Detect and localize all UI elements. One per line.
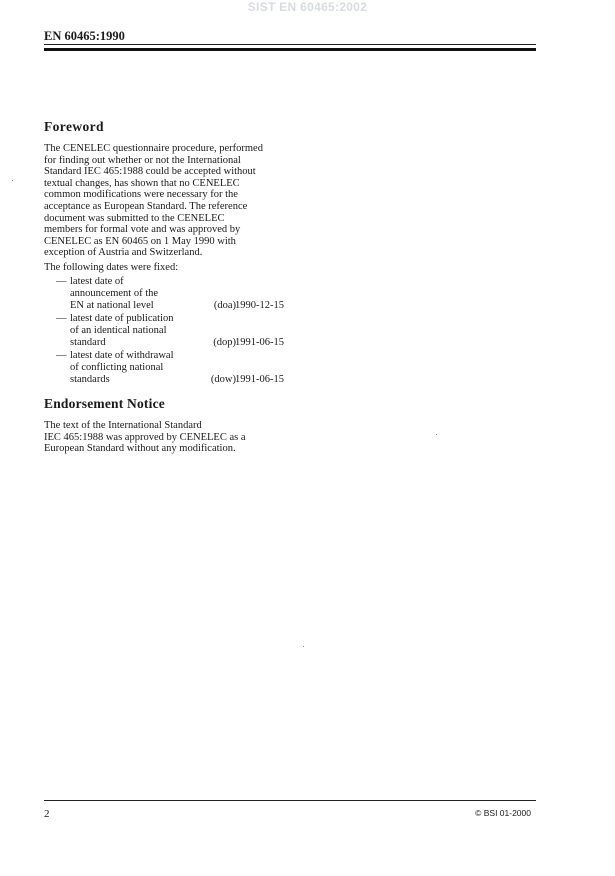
scan-speck [303,646,304,647]
endorsement-paragraph [44,420,246,455]
date-value: 1991-06-15 [235,374,284,385]
foreword-paragraph [44,143,263,259]
foreword-heading: Foreword [44,119,104,134]
text-line: The CENELEC questionnaire procedure, performed [44,143,263,154]
text-line: exception of Austria and Switzerland. [44,247,203,259]
text-line: European Standard without any modification. [44,443,236,455]
text-line: members for formal vote and was approved by [44,224,241,236]
footer-rule [44,800,536,801]
scan-speck [436,434,437,435]
date-label-line: announcement of the [70,288,159,299]
text-line: Standard IEC 465:1988 could be accepted without [44,166,256,178]
text-line: CENELEC as EN 60465 on 1 May 1990 with [44,235,236,247]
text-line: acceptance as European Standard. The reference [44,200,248,212]
text-line: for finding out whether or not the International [44,154,241,166]
date-label-line: of an identical national [70,325,167,336]
text-line: The following dates were fixed: [44,262,179,273]
date-label-line: latest date of [70,276,124,287]
document-id: EN 60465:1990 [44,29,125,43]
date-label-line: latest date of withdrawal [70,350,174,361]
dash-marker: — [56,313,67,324]
header-rule-thick [44,48,536,51]
copyright-notice: © BSI 01-2000 [475,808,531,818]
date-label-line: latest date of publication [70,313,174,324]
dash-marker: — [56,276,67,287]
date-value: 1991-06-15 [235,337,284,348]
date-code: (dow) [210,374,236,385]
date-code: (dop) [213,337,236,348]
watermark-text: SIST EN 60465:2002 [247,0,368,14]
dates-list [56,276,284,387]
text-line: IEC 465:1988 was approved by CENELEC as a [44,431,246,443]
date-code: (doa) [213,300,236,311]
date-value: 1990-12-15 [235,300,284,311]
date-label-line: standard [70,337,106,348]
date-label-line: of conflicting national [70,362,164,373]
date-item-dop [56,313,284,349]
page-number: 2 [44,808,50,820]
date-item-doa [56,276,284,312]
date-label-line: standards [70,374,110,385]
header-rule-thin [44,44,536,45]
text-line: document was submitted to the CENELEC [44,212,225,224]
text-line: common modifications were necessary for the [44,189,238,201]
scan-speck [12,180,13,181]
text-line: textual changes, has shown that no CENELEC [44,177,240,189]
dash-marker: — [56,350,67,361]
dates-intro [44,262,178,274]
endorsement-heading: Endorsement Notice [44,396,165,411]
text-line: The text of the International Standard [44,420,202,431]
date-item-dow [56,350,284,386]
date-label-line: EN at national level [70,300,154,311]
